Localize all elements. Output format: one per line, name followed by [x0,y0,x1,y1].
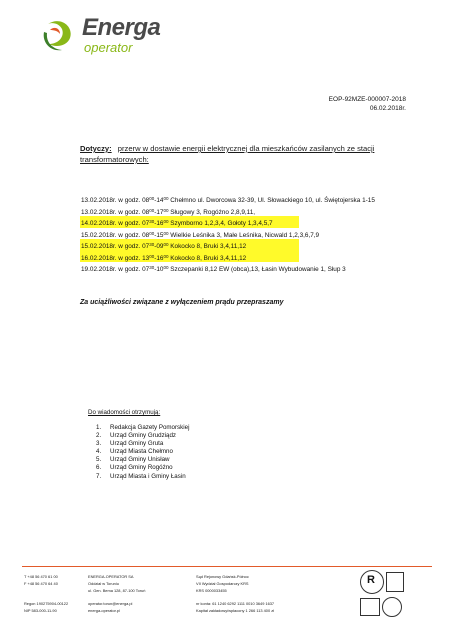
list-item: 6. Urząd Gminy Rogóżno [96,464,173,472]
outage-entry-highlighted: 14.02.2018r. w godz. $07^{30}-16^{00}$ Szymborno 1,2,3,4, Gołoty 1,3,4,5,7 [80,216,299,228]
footer-divider [22,566,432,567]
footer-company: ENERGA-OPERATOR SA Oddział w Toruniu ul. Gen. Bema 128, 87-100 Toruń [88,574,146,593]
outage-entry: 13.02.2018r. w godz. $08^{00}-14^{00}$ Chełmno ul. Dworcowa 32-39, Ul. Słowackiego 10, ul. Świętojerska 1-15 [81,196,375,204]
outage-entry: 13.02.2018r. w godz. $08^{00}-17^{00}$ Sługowy 3, Rogóżno 2,8,9,11, [81,207,256,216]
reference-date: 06.02.2018r. [369,105,406,112]
list-item: 7. Urząd Miasta i Gminy Łasin [96,472,186,480]
footer-ids: Regon 190275904-00122 NIP 583-000-11-90 [24,601,69,613]
subject-label: Dotyczy: [80,144,112,153]
recipients-list [96,424,189,481]
registered-certification-icon: R [360,570,384,594]
certification-seal-icon [360,598,380,616]
outage-entry: 15.02.2018r. w godz. $08^{00}-15^{00}$ Wielkie Leśnika 3, Małe Leśnika, Nicwald 1,2,3,6,7,9 [81,230,320,239]
list-item: 3. Urząd Gminy Gruta [96,440,164,448]
list-item: 5. Urząd Gminy Unisław [96,456,170,464]
outage-entry: 19.02.2018r. w godz. $07^{30}-10^{00}$ Szczepanki 8,12 EW (obca),13, Łasin Wybudowanie 1, Słup 3 [81,265,346,273]
footer-online: operator.torun@energa.pl energa-operator.pl [88,601,133,613]
footer-bank: nr konta: 61 1240 6292 1111 0010 3649 1637 Kapitał zakładowy/wpłacony 1 266 113 400 zł [196,601,275,613]
reference-block [329,95,406,113]
iso-certification-icon [386,572,404,592]
brand-name: Energa [82,14,161,41]
footer-registry: Sąd Rejonowy Gdańsk-Północ VII Wydział Gospodarczy KRS KRS 0000033455 [196,574,249,593]
energa-logo-icon [40,18,74,52]
outage-entry-highlighted: 16.02.2018r. w godz. $13^{00}-16^{00}$ Kokocko 8, Bruki 3,4,11,12 [80,251,299,263]
apology-text: Za uciążliwości związane z wyłączeniem prądu przepraszamy [80,299,284,306]
quality-seal-icon [382,597,402,617]
reference-number: EOP-92MZE-000007-2018 [328,96,406,103]
recipients-title: Do wiadomości otrzymują: [88,409,161,416]
brand-sub: operator [84,40,133,55]
footer-contact: T +48 56 470 61 00 F +48 56 470 64 40 [24,574,58,586]
outage-list [80,193,420,274]
subject [80,143,410,165]
list-item: 1. Redakcja Gazety Pomorskiej [96,424,190,431]
list-item: 2. Urząd Gminy Grudziądz [96,432,177,440]
subject-text: przerw w dostawie energii elektrycznej dla mieszkańców zasilanych ze stacji transformatorowych: [80,144,375,164]
outage-entry-highlighted: 15.02.2018r. w godz. $07^{30}-09^{00}$ Kokocko 8, Bruki 3,4,11,12 [80,239,299,251]
list-item: 4. Urząd Miasta Chełmno [96,448,173,456]
